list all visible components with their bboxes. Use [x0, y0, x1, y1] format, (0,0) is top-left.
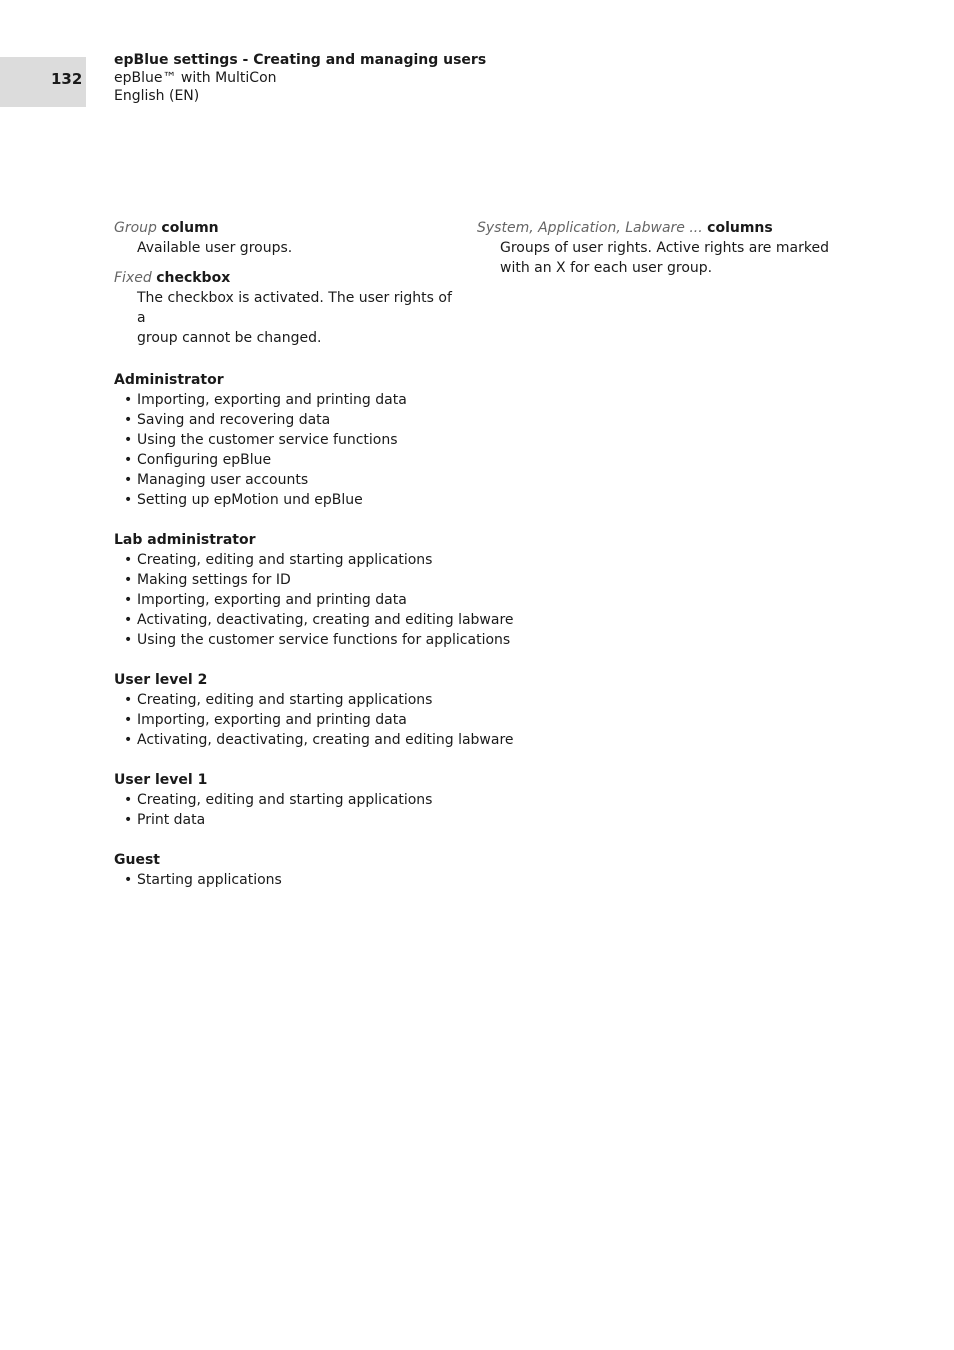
- definitions-right-column: [477, 218, 837, 278]
- list-item: [114, 730, 534, 750]
- list-item-text: Print data: [137, 812, 206, 828]
- group-title: User level 1: [114, 772, 208, 788]
- group-guest: [114, 850, 534, 890]
- list-item-text: Creating, editing and starting applications: [137, 792, 433, 808]
- list-item-text: Importing, exporting and printing data: [137, 392, 407, 408]
- term-italic: Fixed: [114, 270, 152, 286]
- rights-list: [114, 390, 534, 510]
- definition-description-line: group cannot be changed.: [137, 330, 322, 346]
- bullet: •: [124, 612, 133, 628]
- definitions-left-column: [114, 218, 464, 348]
- term-bold: checkbox: [156, 270, 231, 286]
- list-item: [114, 810, 534, 830]
- term-italic: System, Application, Labware ...: [477, 220, 703, 236]
- rights-list: [114, 790, 534, 830]
- user-groups-list: [114, 370, 534, 910]
- definition-description-line: Groups of user rights. Active rights are marked: [500, 240, 829, 256]
- bullet: •: [124, 412, 133, 428]
- list-item: [114, 390, 534, 410]
- definition-term: [114, 268, 464, 288]
- list-item: [114, 430, 534, 450]
- list-item-text: Using the customer service functions: [137, 432, 398, 448]
- term-bold: column: [161, 220, 219, 236]
- group-title: Lab administrator: [114, 532, 256, 548]
- list-item-text: Making settings for ID: [137, 572, 291, 588]
- group-title: User level 2: [114, 672, 208, 688]
- group-title: Guest: [114, 852, 160, 868]
- bullet: •: [124, 432, 133, 448]
- bullet: •: [124, 632, 133, 648]
- list-item-text: Saving and recovering data: [137, 412, 331, 428]
- list-item-text: Creating, editing and starting applications: [137, 552, 433, 568]
- bullet: •: [124, 872, 133, 888]
- list-item-text: Importing, exporting and printing data: [137, 592, 407, 608]
- list-item-text: Setting up epMotion und epBlue: [137, 492, 363, 508]
- bullet: •: [124, 792, 133, 808]
- list-item: [114, 490, 534, 510]
- bullet: •: [124, 732, 133, 748]
- list-item-text: Importing, exporting and printing data: [137, 712, 407, 728]
- list-item: [114, 610, 534, 630]
- definition-description-line: with an X for each user group.: [500, 260, 713, 276]
- definition-description: Available user groups.: [137, 240, 293, 256]
- header-language: English (EN): [114, 88, 200, 104]
- group-lab-administrator: [114, 530, 534, 650]
- bullet: •: [124, 552, 133, 568]
- definition-group-column: [114, 218, 464, 258]
- bullet: •: [124, 492, 133, 508]
- list-item-text: Activating, deactivating, creating and editing labware: [137, 732, 514, 748]
- definition-rights-columns: [477, 218, 837, 278]
- list-item: [114, 410, 534, 430]
- rights-list: [114, 550, 534, 650]
- page-header: [114, 51, 486, 105]
- bullet: •: [124, 452, 133, 468]
- list-item: [114, 550, 534, 570]
- list-item: [114, 790, 534, 810]
- definition-description-line: The checkbox is activated. The user rights of a: [137, 290, 452, 326]
- list-item-text: Using the customer service functions for applications: [137, 632, 511, 648]
- definition-term: [477, 218, 837, 238]
- header-title: epBlue settings - Creating and managing users: [114, 52, 487, 68]
- bullet: •: [124, 572, 133, 588]
- list-item: [114, 710, 534, 730]
- group-title: Administrator: [114, 372, 224, 388]
- group-administrator: [114, 370, 534, 510]
- header-product: epBlue™ with MultiCon: [114, 70, 277, 86]
- list-item: [114, 870, 534, 890]
- rights-list: [114, 690, 534, 750]
- list-item: [114, 590, 534, 610]
- bullet: •: [124, 712, 133, 728]
- list-item: [114, 470, 534, 490]
- rights-list: [114, 870, 534, 890]
- list-item-text: Creating, editing and starting applications: [137, 692, 433, 708]
- bullet: •: [124, 592, 133, 608]
- list-item: [114, 570, 534, 590]
- list-item: [114, 690, 534, 710]
- bullet: •: [124, 812, 133, 828]
- list-item-text: Starting applications: [137, 872, 282, 888]
- list-item-text: Configuring epBlue: [137, 452, 272, 468]
- page-number: 132: [51, 70, 83, 88]
- bullet: •: [124, 392, 133, 408]
- list-item-text: Activating, deactivating, creating and editing labware: [137, 612, 514, 628]
- bullet: •: [124, 472, 133, 488]
- term-bold: columns: [707, 220, 773, 236]
- definition-fixed-checkbox: [114, 268, 464, 348]
- bullet: •: [124, 692, 133, 708]
- group-user-level-2: [114, 670, 534, 750]
- list-item: [114, 450, 534, 470]
- group-user-level-1: [114, 770, 534, 830]
- definition-term: [114, 218, 464, 238]
- list-item-text: Managing user accounts: [137, 472, 309, 488]
- term-italic: Group: [114, 220, 157, 236]
- list-item: [114, 630, 534, 650]
